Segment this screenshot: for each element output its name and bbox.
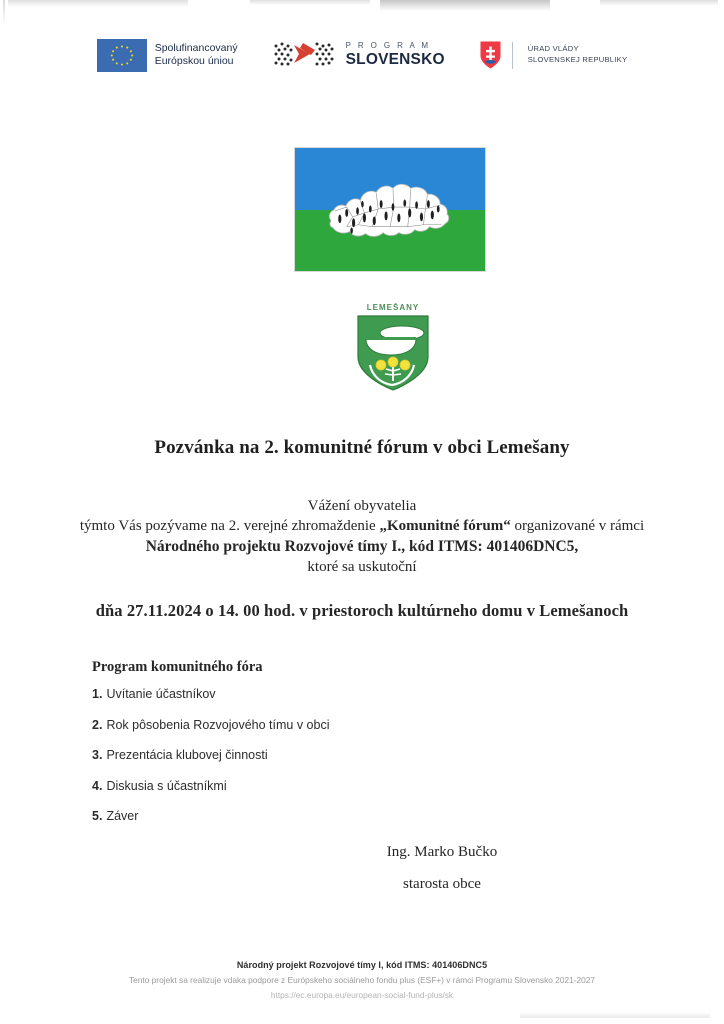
eu-logo-line1: Spolufinancovaný — [154, 41, 238, 54]
urad-vlady-line1: ÚRAD VLÁDY — [527, 44, 579, 54]
scan-artifact-band — [380, 0, 550, 11]
list-item-number: 5. — [92, 809, 103, 823]
program-list — [92, 688, 512, 841]
list-item-label: Záver — [106, 809, 139, 823]
list-item-label: Uvítanie účastníkov — [106, 687, 216, 701]
event-datetime-line: dňa 27.11.2024 o 14. 00 hod. v priestoroch kultúrneho domu v Lemešanoch — [95, 601, 629, 620]
shield-icon — [354, 313, 432, 393]
list-item-number: 4. — [92, 778, 103, 793]
page-footer — [0, 960, 724, 1000]
eu-flag-icon — [97, 39, 147, 72]
list-item — [92, 780, 512, 811]
program-heading: Program komunitného fóra — [92, 659, 263, 675]
invitation-suffix: organizované v rámci — [510, 518, 645, 534]
scan-artifact-band — [8, 0, 188, 7]
greeting-line: Vážení obyvatelia — [307, 498, 417, 514]
footer-url[interactable]: https://ec.europa.eu/european-social-fund-plus/sk — [270, 990, 454, 1000]
program-slovensko-text — [346, 42, 445, 68]
scan-artifact-band — [520, 1012, 710, 1018]
eu-logo-text — [155, 42, 238, 69]
program-slovensko-logo — [272, 38, 445, 72]
project-code-line: Národného projektu Rozvojové tímy I., kód ITMS: 401406DNC5, — [145, 538, 579, 555]
slovak-shield-icon — [479, 40, 502, 70]
eu-stars-icon — [97, 39, 147, 72]
list-item — [92, 688, 512, 719]
invitation-line — [0, 518, 724, 535]
coat-of-arms-municipality-label: LEMEŠANY — [366, 303, 420, 312]
list-item-label: Diskusia s účastníkmi — [106, 778, 227, 793]
scan-artifact-band — [600, 0, 718, 6]
slovakia-flag-map-image — [294, 147, 486, 272]
list-item-label: Rok pôsobenia Rozvojového tímu v obci — [106, 717, 330, 732]
signature-name: Ing. Marko Bučko — [386, 844, 498, 860]
list-item-number: 2. — [92, 717, 103, 732]
funding-logo-strip — [0, 38, 724, 72]
list-item-number: 1. — [92, 687, 103, 701]
urad-vlady-line2: SLOVENSKEJ REPUBLIKY — [527, 55, 628, 64]
invitation-prefix: týmto Vás pozývame na 2. verejné zhromaždenie — [79, 518, 380, 534]
urad-vlady-text — [528, 44, 628, 65]
urad-vlady-divider — [512, 42, 513, 69]
which-line: ktoré sa uskutoční — [307, 559, 417, 575]
list-item — [92, 719, 512, 750]
urad-vlady-logo — [479, 40, 628, 70]
program-slovensko-small: P R O G R A M — [345, 41, 431, 51]
list-item — [92, 810, 512, 841]
page-title: Pozvánka na 2. komunitné fórum v obci Lemešany — [154, 437, 570, 458]
eu-logo-line2: Európskou úniou — [154, 55, 234, 67]
footer-project-line: Národný projekt Rozvojové tímy I, kód ITMS: 401406DNC5 — [236, 960, 488, 970]
slovakia-map-outline-icon — [295, 148, 485, 271]
list-item — [92, 749, 512, 780]
scan-artifact-edge — [3, 0, 5, 26]
program-slovensko-big: SLOVENSKO — [345, 51, 445, 69]
list-item-label: Prezentácia klubovej činnosti — [106, 748, 268, 762]
footer-funding-line: Tento projekt sa realizuje vdaka podpore z Európskeho sociálneho fondu plus (ESF+) v rámci Programu Slovensko 2021-2027 — [128, 975, 596, 985]
signature-role: starosta obce — [403, 876, 481, 892]
list-item-number: 3. — [92, 748, 103, 762]
program-slovensko-dots-icon — [272, 38, 338, 72]
invitation-event-name: „Komunitné fórum“ — [379, 518, 511, 534]
eu-cofinance-logo — [97, 39, 238, 72]
lemesany-coat-of-arms — [350, 303, 436, 395]
scan-artifact-band — [250, 0, 370, 5]
